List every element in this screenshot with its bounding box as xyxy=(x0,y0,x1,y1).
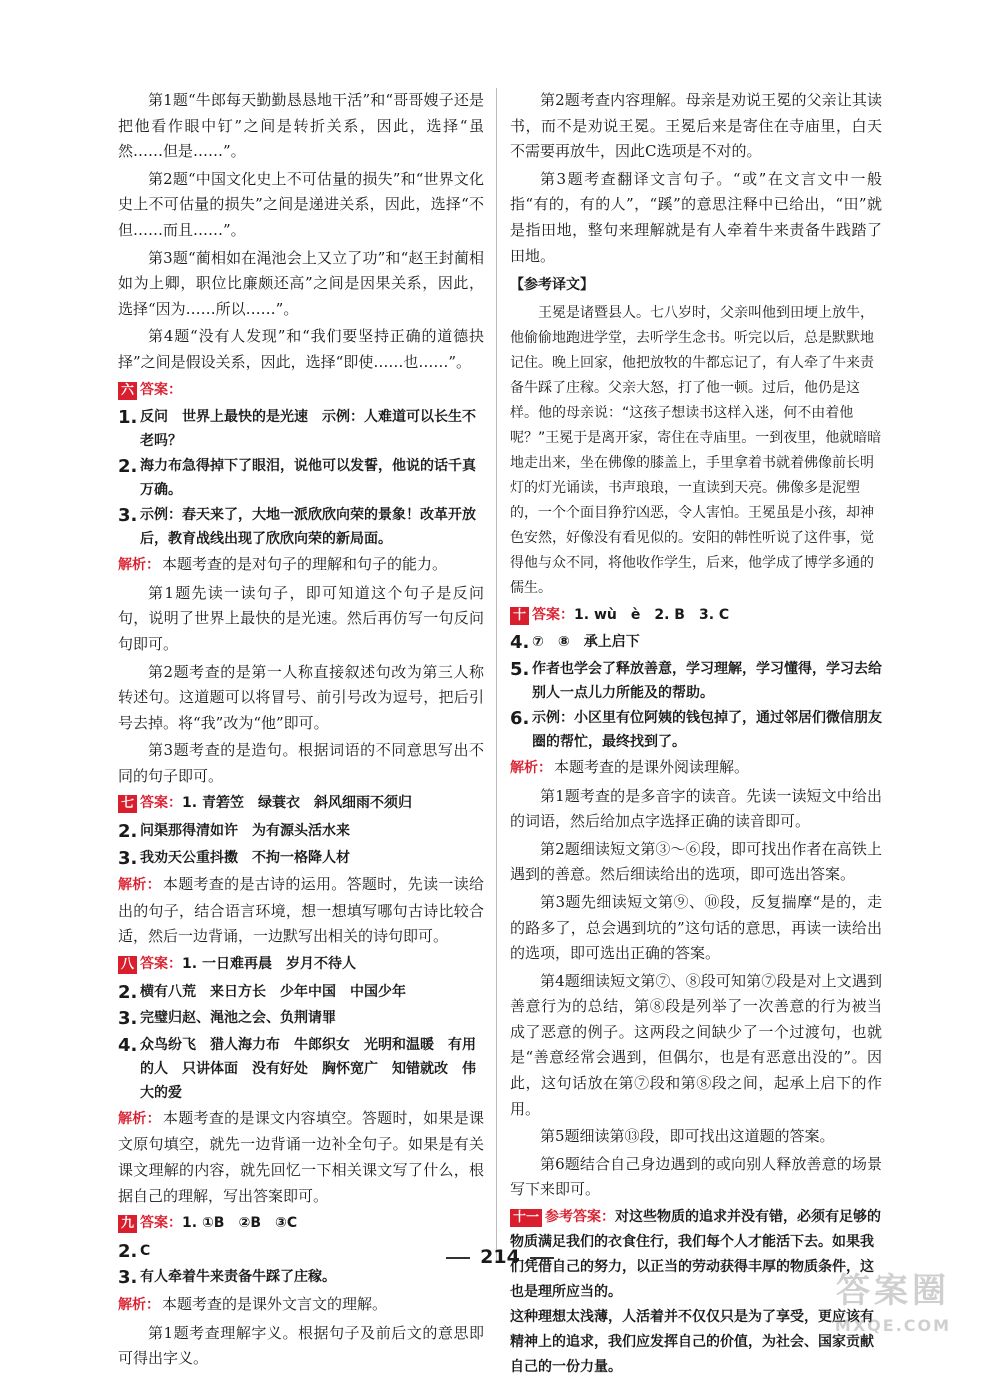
page-number: 214 xyxy=(480,1246,520,1268)
paragraph: 第1题考查的是多音字的读音。先读一读短文中给出的词语，然后给加点字选择正确的读音即可。 xyxy=(510,786,882,831)
answer-item xyxy=(118,1006,484,1032)
answer-first: 1. 青箬笠 绿蓑衣 斜风细雨不须归 xyxy=(182,795,412,812)
explanation-text: 本题考查的是对句子的理解和句子的能力。 xyxy=(162,555,448,574)
answer-item xyxy=(118,503,484,551)
item-number: 6. xyxy=(510,707,530,729)
answer-first: 1. 一日难再晨 岁月不待人 xyxy=(182,956,356,973)
section-badge: 十一 xyxy=(510,1209,542,1227)
item-number: 3. xyxy=(118,505,138,527)
answer-first: 1. wù è 2. B 3. C xyxy=(574,606,730,623)
explanation xyxy=(510,755,882,782)
left-column xyxy=(118,88,484,1374)
section-badge: 十 xyxy=(510,607,529,625)
item-text: 示例：春天来了，大地一派欣欣向荣的景象！改革开放后，教育战线出现了欣欣向荣的新局面。 xyxy=(140,507,476,548)
watermark-text: 答案圈 xyxy=(836,1271,950,1311)
answer-item xyxy=(118,980,484,1006)
item-number: 2. xyxy=(118,821,138,843)
answer-label: 答案： xyxy=(140,381,183,398)
item-text: 反问 世界上最快的是光速 示例：人难道可以长生不老吗？ xyxy=(140,409,476,450)
explanation xyxy=(118,1106,484,1209)
item-text: 众鸟纷飞 猎人海力布 牛郎织女 光明和温暖 有用的人 只讲体面 没有好处 胸怀宽广 知错就改 伟大的爱 xyxy=(140,1036,476,1101)
section-9-header xyxy=(118,1211,484,1237)
right-column xyxy=(510,88,882,1380)
column-divider xyxy=(496,88,497,1263)
paragraph: 第3题考查的是造句。根据词语的不同意思写出不同的句子即可。 xyxy=(118,741,484,785)
answer-label: 答案： xyxy=(532,606,575,623)
paragraph: 第3题“蔺相如在渑池会上又立了功”和“赵王封蔺相如为上卿，职位比廉颇还高”之间是因果关系，因此，选择“因为……所以……”。 xyxy=(118,248,484,318)
answer-item xyxy=(118,819,484,845)
section-badge: 九 xyxy=(118,1215,137,1233)
answer-item xyxy=(118,454,484,502)
item-number: 3. xyxy=(118,1267,138,1289)
paragraph: 第2题考查的是第一人称直接叙述句改为第三人称转述句。这道题可以将冒号、前引号改为逗号，把后引号去掉。将“我”改为“他”即可。 xyxy=(118,662,484,732)
item-text: 横有八荒 来日方长 少年中国 中国少年 xyxy=(140,983,406,1000)
paragraph: 第1题“牛郎每天勤勤恳恳地干活”和“哥哥嫂子还是把他看作眼中钉”之间是转折关系，因此，选择“虽然……但是……”。 xyxy=(118,91,484,161)
section-10-header xyxy=(510,603,882,629)
explanation-label: 解析： xyxy=(118,1110,161,1127)
answer-text: 对这些物质的追求并没有错，必须有足够的物质满足我们的衣食住行，我们每个人才能活下去。如果我们凭借自己的努力，以正当的劳动获得丰厚的物质条件，这也是理所应当的。 xyxy=(510,1209,882,1301)
answer-item xyxy=(118,846,484,872)
explanation-label: 解析： xyxy=(510,759,552,776)
item-text: ⑦ ⑧ 承上启下 xyxy=(532,634,640,651)
explanation-label: 解析： xyxy=(118,557,160,574)
answer-item xyxy=(118,405,484,453)
paragraph: 第1题先读一读句子，即可知道这个句子是反问句，说明了世界上最快的是光速。然后再仿写一句反问句即可。 xyxy=(118,583,484,653)
paragraph: 第4题“没有人发现”和“我们要坚持正确的道德抉择”之间是假设关系，因此，选择“即使……也……”。 xyxy=(118,327,484,371)
section-badge: 六 xyxy=(118,382,137,400)
item-text: 示例：小区里有位阿姨的钱包掉了，通过邻居们微信朋友圈的帮忙，最终找到了。 xyxy=(532,709,882,750)
section-7-header xyxy=(118,791,484,817)
footer-dash-right xyxy=(530,1257,554,1259)
explanation-text: 本题考查的是古诗的运用。答题时，先读一读给出的句子，结合语言环境，想一想填写哪句古诗比较合适，然后一边背诵，一边默写出相关的诗句即可。 xyxy=(118,875,484,946)
answer-label: 答案： xyxy=(140,1215,183,1232)
item-number: 2. xyxy=(118,1240,138,1262)
answer-label: 答案： xyxy=(140,956,183,973)
item-text: 有人牵着牛来责备牛踩了庄稼。 xyxy=(140,1269,336,1286)
paragraph: 第2题细读短文第③～⑥段，即可找出作者在高铁上遇到的善意。然后细读给出的选项，即可选出答案。 xyxy=(510,839,882,884)
explanation-text: 本题考查的是课外阅读理解。 xyxy=(554,757,750,776)
item-number: 2. xyxy=(118,456,138,478)
item-text: 问渠那得清如许 为有源头活水来 xyxy=(140,823,350,840)
reference-translation-heading: 【参考译文】 xyxy=(510,277,594,294)
item-text: 完璧归赵、渑池之会、负荆请罪 xyxy=(140,1010,336,1027)
watermark-url: MXQE.COM xyxy=(834,1316,952,1335)
explanation-text: 本题考查的是课文内容填空。答题时，如果是课文原句填空，就先一边背诵一边补全句子。如果是有关课文理解的内容，就先回忆一下相关课文写了什么，根据自己的理解，写出答案即可。 xyxy=(118,1108,484,1205)
section-badge: 七 xyxy=(118,795,137,813)
explanation-label: 解析： xyxy=(118,1296,160,1313)
item-text: 我劝天公重抖擞 不拘一格降人材 xyxy=(140,849,350,866)
paragraph: 第2题“中国文化史上不可估量的损失”和“世界文化史上不可估量的损失”之间是递进关系，因此，选择“不但……而且……”。 xyxy=(118,169,484,239)
paragraph: 第4题细读短文第⑦、⑧段可知第⑦段是对上文遇到善意行为的总结，第⑧段是列举了一次善意的行为被当成了恶意的例子。这两段之间缺少了一个过渡句，也就是“善意经常会遇到，但偶尔，也是有恶意出没的”。因此，这句话放在第⑦段和第⑧段之间，起承上启下的作用。 xyxy=(510,971,882,1118)
item-text: C xyxy=(140,1242,151,1259)
item-number: 4. xyxy=(118,1034,138,1056)
paragraph: 第3题先细读短文第⑨、⑩段，反复揣摩“是的，走的路多了，总会遇到坑的”这句话的意思，再读一读给出的选项，即可选出正确的答案。 xyxy=(510,892,882,963)
paragraph: 第5题细读第⑬段，即可找出这道题的答案。 xyxy=(540,1127,835,1146)
answer-text-2: 这种理想太浅薄，人活着并不仅仅只是为了享受，更应该有精神上的追求，我们应发挥自己的价值，为社会、国家贡献自己的一份力量。 xyxy=(510,1309,874,1376)
paragraph: 第2题考查内容理解。母亲是劝说王冕的父亲让其读书，而不是劝说王冕。王冕后来是寄住在寺庙里，白天不需要再放牛，因此C选项是不对的。 xyxy=(510,91,882,161)
answer-first: 1. ①B ②B ③C xyxy=(182,1215,298,1232)
explanation xyxy=(118,552,484,579)
explanation xyxy=(118,872,484,950)
item-text: 作者也学会了释放善意，学习理解，学习懂得，学习去给别人一点儿力所能及的帮助。 xyxy=(532,660,882,701)
item-number: 3. xyxy=(118,1008,138,1030)
answer-label: 答案： xyxy=(140,795,183,812)
answer-item xyxy=(510,706,882,754)
reference-translation: 王冕是诸暨县人。七八岁时，父亲叫他到田埂上放牛，他偷偷地跑进学堂，去听学生念书。听完以后，总是默默地记住。晚上回家，他把放牧的牛都忘记了，有人牵了牛来责备牛踩了庄稼。父亲大怒，打了他一顿。过后，他仍是这样。他的母亲说：“这孩子想读书这样入迷，何不由着他呢？”王冕于是离开家，寄住在寺庙里。一到夜里，他就暗暗地走出来，坐在佛像的膝盖上，手里拿着书就着佛像前长明灯的灯光诵读，书声琅琅，一直读到天亮。佛像多是泥塑的，一个个面目狰狞凶恶，令人害怕。王冕虽是小孩，却神色安然，好像没有看见似的。安阳的韩性听说了这件事，觉得他与众不同，将他收作学生，后来，他学成了博学多通的儒生。 xyxy=(510,304,882,596)
section-badge: 八 xyxy=(118,956,137,974)
footer-dash-left xyxy=(446,1257,470,1259)
explanation-label: 解析： xyxy=(118,877,161,894)
item-number: 1. xyxy=(118,407,138,429)
section-8-header xyxy=(118,952,484,978)
explanation xyxy=(118,1292,484,1319)
item-number: 5. xyxy=(510,658,530,680)
watermark-logo xyxy=(808,1269,978,1345)
paragraph: 第1题考查理解字义。根据句子及前后文的意思即可得出字义。 xyxy=(118,1323,484,1368)
answer-item xyxy=(510,657,882,705)
answer-label: 参考答案： xyxy=(545,1209,616,1226)
paragraph: 第6题结合自己身边遇到的或向别人释放善意的场景写下来即可。 xyxy=(510,1154,882,1199)
answer-item xyxy=(118,1033,484,1105)
paragraph: 第3题考查翻译文言句子。“或”在文言文中一般指“有的，有的人”，“蹊”的意思注释中已给出，“田”就是指田地，整句来理解就是有人牵着牛来责备牛践踏了田地。 xyxy=(510,169,882,265)
item-number: 3. xyxy=(118,847,138,869)
section-6-header xyxy=(118,378,484,404)
item-number: 4. xyxy=(510,632,530,654)
item-text: 海力布急得掉下了眼泪，说他可以发誓，他说的话千真万确。 xyxy=(140,458,476,499)
item-number: 2. xyxy=(118,981,138,1003)
page-footer xyxy=(0,1245,1000,1271)
explanation-text: 本题考查的是课外文言文的理解。 xyxy=(162,1294,388,1313)
answer-item xyxy=(510,630,882,656)
